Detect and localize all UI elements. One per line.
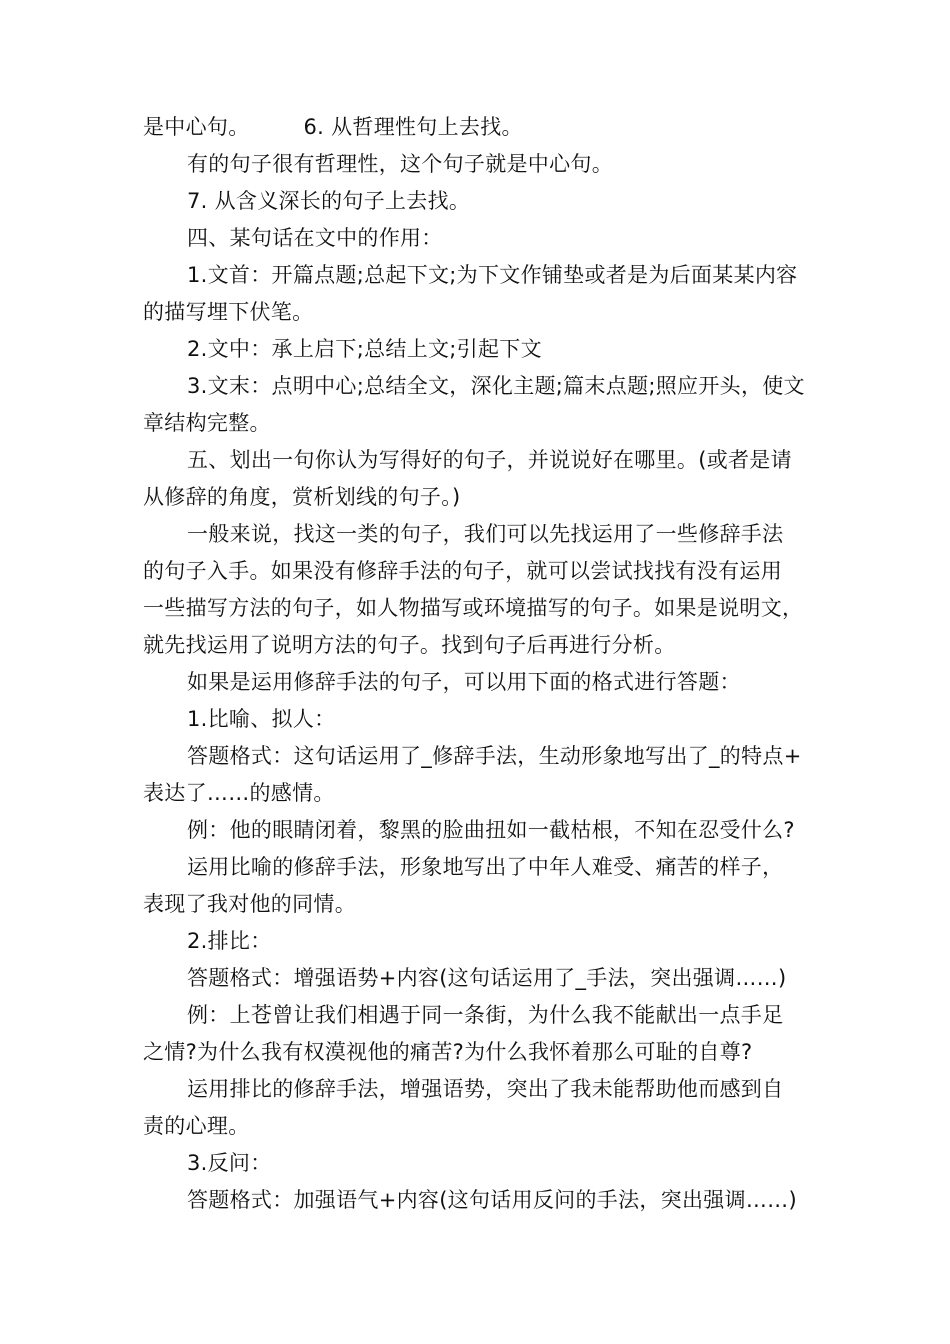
text-line-1 <box>143 112 843 142</box>
section-heading-4: 四、某句话在文中的作用： <box>187 226 443 250</box>
paragraph-line: 的描写埋下伏笔。 <box>143 300 314 324</box>
section-heading-5: 五、划出一句你认为写得好的句子，并说说好在哪里。(或者是请 <box>187 448 792 472</box>
paragraph-line: 1.文首：开篇点题;总起下文;为下文作铺垫或者是为后面某某内容 <box>187 263 798 287</box>
paragraph-line: 有的句子很有哲理性，这个句子就是中心句。 <box>187 152 613 176</box>
paragraph-line: 表达了……的感情。 <box>143 781 335 805</box>
text-segment: 是中心句。 <box>143 115 250 139</box>
subheading-line: 1.比喻、拟人： <box>187 707 336 731</box>
paragraph-line: 运用比喻的修辞手法，形象地写出了中年人难受、痛苦的样子， <box>187 855 784 879</box>
paragraph-line: 例：他的眼睛闭着，黎黑的脸曲扭如一截枯根，不知在忍受什么? <box>187 818 795 842</box>
paragraph-line: 就先找运用了说明方法的句子。找到句子后再进行分析。 <box>143 633 676 657</box>
subheading-line: 2.排比： <box>187 929 272 953</box>
paragraph-line: 例：上苍曾让我们相遇于同一条街，为什么我不能献出一点手足 <box>187 1003 784 1027</box>
paragraph-line: 2.文中：承上启下;总结上文;引起下文 <box>187 337 542 361</box>
paragraph-line: 如果是运用修辞手法的句子，可以用下面的格式进行答题： <box>187 670 741 694</box>
paragraph-line: 的句子入手。如果没有修辞手法的句子，就可以尝试找找有没有运用 <box>143 559 782 583</box>
paragraph-line: 一般来说，找这一类的句子，我们可以先找运用了一些修辞手法 <box>187 522 784 546</box>
paragraph-line: 答题格式：加强语气+内容(这句话用反问的手法，突出强调……) <box>187 1188 797 1212</box>
paragraph-line: 从修辞的角度，赏析划线的句子。) <box>143 485 461 509</box>
paragraph-line: 章结构完整。 <box>143 411 271 435</box>
paragraph-line: 答题格式：这句话运用了_修辞手法，生动形象地写出了_的特点+ <box>187 744 802 768</box>
paragraph-line: 责的心理。 <box>143 1114 250 1138</box>
paragraph-line: 表现了我对他的同情。 <box>143 892 356 916</box>
list-item-7: 7. 从含义深长的句子上去找。 <box>187 189 471 213</box>
subheading-line: 3.反问： <box>187 1151 272 1175</box>
paragraph-line: 运用排比的修辞手法，增强语势，突出了我未能帮助他而感到自 <box>187 1077 784 1101</box>
paragraph-line: 3.文末：点明中心;总结全文，深化主题;篇末点题;照应开头，使文 <box>187 374 805 398</box>
paragraph-line: 答题格式：增强语势+内容(这句话运用了_手法，突出强调……) <box>187 966 787 990</box>
list-item-6: 6. 从哲理性句上去找。 <box>303 115 523 139</box>
paragraph-line: 一些描写方法的句子，如人物描写或环境描写的句子。如果是说明文， <box>143 596 804 620</box>
paragraph-line: 之情?为什么我有权漠视他的痛苦?为什么我怀着那么可耻的自尊? <box>143 1040 753 1064</box>
